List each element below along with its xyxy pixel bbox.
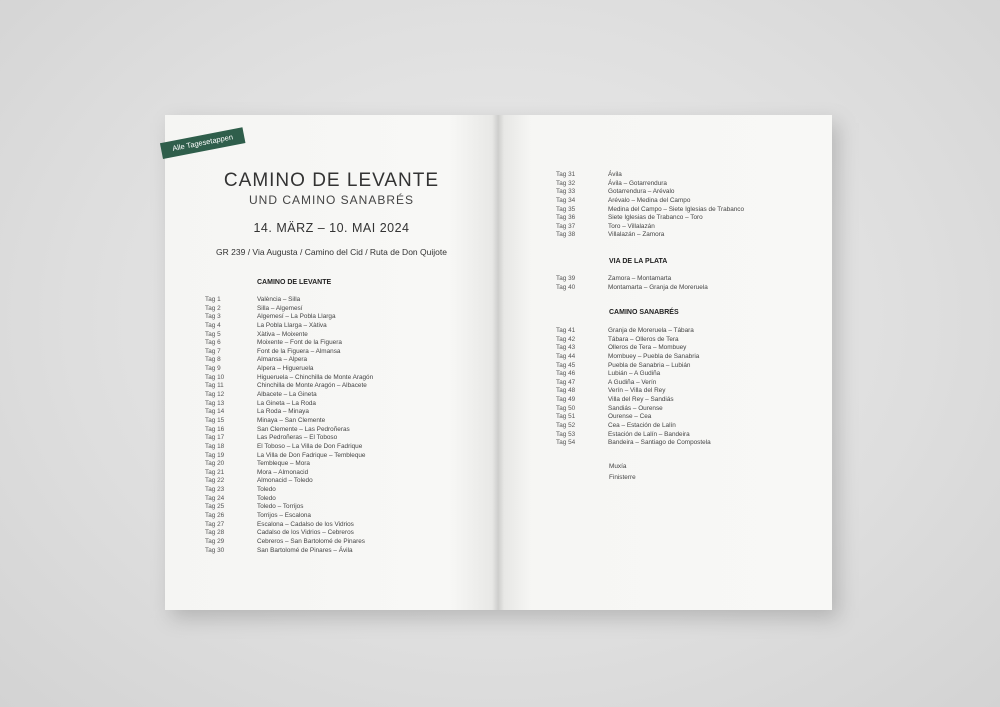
stage-row <box>205 452 373 461</box>
stage-row <box>556 231 744 240</box>
stage-route: Toledo <box>257 494 276 502</box>
stage-route: Cadalso de los Vidrios – Cebreros <box>257 529 354 537</box>
stage-route: Bandeira – Santiago de Compostela <box>608 439 711 447</box>
stage-row <box>205 443 373 452</box>
stage-route: Siete Iglesias de Trabanco – Toro <box>608 214 703 222</box>
stage-day: Tag 16 <box>205 425 225 433</box>
stage-route: Ávila – Gotarrendura <box>608 179 667 187</box>
section-heading-plata: VIA DE LA PLATA <box>609 258 668 265</box>
stage-day: Tag 34 <box>556 196 576 204</box>
stage-day: Tag 25 <box>205 503 225 511</box>
stage-route: Almonacid – Toledo <box>257 477 313 485</box>
stage-row <box>205 521 373 530</box>
stage-route: Las Pedroñeras – El Toboso <box>257 434 338 442</box>
stage-day: Tag 41 <box>556 327 576 334</box>
stage-day: Tag 43 <box>556 344 576 352</box>
stage-route: Albacete – La Gineta <box>257 391 317 399</box>
stage-row <box>556 431 711 440</box>
stage-day: Tag 18 <box>205 442 225 450</box>
stage-day: Tag 51 <box>556 413 576 421</box>
stage-route: Mora – Almonacid <box>257 468 309 476</box>
stage-route: A Gudiña – Verín <box>608 378 657 386</box>
stage-day: Tag 53 <box>556 430 576 438</box>
stage-row <box>556 197 744 206</box>
stage-row <box>205 408 373 417</box>
stage-day: Tag 2 <box>205 304 221 312</box>
stage-day: Tag 11 <box>205 382 224 390</box>
stage-route: Sandiás – Ourense <box>608 404 663 412</box>
stage-row <box>556 353 711 362</box>
stage-row <box>205 477 373 486</box>
stage-route: Lubián – A Gudiña <box>608 370 661 378</box>
stage-route: Toledo – Torrijos <box>257 503 304 511</box>
stage-route: Estación de Lalín – Bandeira <box>608 430 690 438</box>
stage-route: Almansa – Alpera <box>257 356 308 364</box>
stage-day: Tag 45 <box>556 361 576 369</box>
stage-route: Escalona – Cadalso de los Vidrios <box>257 520 354 528</box>
stage-route: Tembleque – Mora <box>257 460 310 468</box>
stage-row <box>556 396 711 405</box>
stage-route: Montamarta – Granja de Moreruela <box>608 283 708 291</box>
stage-row <box>205 356 373 365</box>
stage-day: Tag 38 <box>556 231 576 239</box>
stage-day: Tag 42 <box>556 335 576 343</box>
stage-route: Tábara – Olleros de Tera <box>608 335 679 343</box>
stage-row <box>205 400 373 409</box>
section-heading-sanabres: CAMINO SANABRÉS <box>609 309 679 316</box>
stage-route: Mombuey – Puebla de Sanabria <box>608 352 700 360</box>
stage-route: Silla – Algemesí <box>257 304 303 312</box>
stage-row <box>205 417 373 426</box>
stage-row <box>556 413 711 422</box>
stage-row <box>556 171 744 180</box>
stage-row <box>205 460 373 469</box>
stage-route: Toledo <box>257 486 276 494</box>
stage-route: Font de la Figuera – Almansa <box>257 347 341 355</box>
stage-route: La Roda – Minaya <box>257 408 309 416</box>
stage-row <box>205 547 373 556</box>
stage-row <box>556 327 711 336</box>
stage-row <box>205 434 373 443</box>
stage-day: Tag 6 <box>205 339 221 347</box>
stage-route: Medina del Campo – Siete Iglesias de Trabanco <box>608 205 745 213</box>
stage-row <box>556 362 711 371</box>
stage-day: Tag 29 <box>205 537 225 545</box>
stage-route: La Pobla Llarga – Xàtiva <box>257 321 327 329</box>
stage-row <box>556 336 711 345</box>
stage-day: Tag 9 <box>205 365 221 373</box>
stage-row <box>205 538 373 547</box>
stage-day: Tag 48 <box>556 387 576 395</box>
stage-day: Tag 24 <box>205 494 225 502</box>
stage-row <box>205 322 373 331</box>
stage-day: Tag 32 <box>556 179 576 187</box>
stage-route: Cebreros – San Bartolomé de Pinares <box>257 537 365 545</box>
right-page <box>498 115 832 610</box>
stage-row <box>205 339 373 348</box>
stage-row <box>556 284 708 293</box>
date-range: 14. MÄRZ – 10. MAI 2024 <box>253 221 410 235</box>
stage-route: Verín – Villa del Rey <box>608 387 666 395</box>
stage-route: Villalazán – Zamora <box>608 231 665 239</box>
stage-row <box>205 348 373 357</box>
stage-row <box>205 305 373 314</box>
stage-day: Tag 4 <box>205 321 221 329</box>
stage-row <box>205 512 373 521</box>
stage-list-plata <box>556 275 708 292</box>
extra-destinations <box>609 461 636 483</box>
stage-day: Tag 44 <box>556 352 576 360</box>
stage-row <box>205 426 373 435</box>
stage-row <box>556 405 711 414</box>
stage-day: Tag 3 <box>205 313 221 321</box>
stage-day: Tag 8 <box>205 356 221 364</box>
stage-route: Minaya – San Clemente <box>257 416 326 424</box>
stage-day: Tag 52 <box>556 422 576 430</box>
stage-row <box>205 391 373 400</box>
stage-day: Tag 28 <box>205 529 225 537</box>
stage-row <box>556 370 711 379</box>
stage-day: Tag 46 <box>556 370 576 378</box>
stage-route: La Villa de Don Fadrique – Tembleque <box>257 451 366 459</box>
stage-row <box>556 206 744 215</box>
stage-route: La Gineta – La Roda <box>257 399 316 407</box>
stage-route: Higueruela – Chinchilla de Monte Aragón <box>257 373 374 381</box>
stage-day: Tag 15 <box>205 416 225 424</box>
stage-day: Tag 27 <box>205 520 225 528</box>
stage-day: Tag 36 <box>556 214 576 222</box>
stage-day: Tag 7 <box>205 347 221 355</box>
stage-day: Tag 40 <box>556 283 576 291</box>
stage-day: Tag 30 <box>205 546 225 554</box>
stage-route: Ávila <box>608 171 622 178</box>
stage-day: Tag 12 <box>205 391 225 399</box>
stage-day: Tag 49 <box>556 396 576 404</box>
stage-row <box>556 180 744 189</box>
stage-day: Tag 22 <box>205 477 225 485</box>
stage-route: Moixente – Font de la Figuera <box>257 339 342 347</box>
page-gutter <box>492 115 504 610</box>
stage-row <box>205 529 373 538</box>
stage-route: Puebla de Sanabria – Lubián <box>608 361 691 369</box>
stage-route: Toro – Villalazán <box>608 222 655 230</box>
stage-day: Tag 33 <box>556 188 576 196</box>
stage-day: Tag 47 <box>556 378 576 386</box>
stage-row <box>205 382 373 391</box>
stage-day: Tag 19 <box>205 451 225 459</box>
stage-day: Tag 39 <box>556 275 576 282</box>
extra-destination: Muxía <box>609 463 627 470</box>
stage-route: Torrijos – Escalona <box>257 512 311 520</box>
stage-route: San Clemente – Las Pedroñeras <box>257 425 350 433</box>
banner-label: Alle Tagesetappen <box>160 127 246 159</box>
stage-route: Xàtiva – Moixente <box>257 330 308 338</box>
stage-row <box>556 275 708 284</box>
stage-day: Tag 13 <box>205 399 225 407</box>
stage-route: Alpera – Higueruela <box>257 365 314 373</box>
stage-row <box>556 344 711 353</box>
stage-route: Ourense – Cea <box>608 413 652 421</box>
stage-row <box>556 422 711 431</box>
stage-day: Tag 37 <box>556 222 576 230</box>
stage-route: San Bartolomé de Pinares – Ávila <box>257 546 353 554</box>
stage-route: Gotarrendura – Arévalo <box>608 188 675 196</box>
stage-day: Tag 10 <box>205 373 225 381</box>
stage-route: Zamora – Montamarta <box>608 275 672 282</box>
stage-day: Tag 21 <box>205 468 225 476</box>
stage-list-sanabres <box>556 327 711 448</box>
stage-route: El Toboso – La Villa de Don Fadrique <box>257 442 363 450</box>
page-title: CAMINO DE LEVANTE <box>223 170 440 191</box>
stage-row <box>205 495 373 504</box>
stage-route: Granja de Moreruela – Tábara <box>608 327 694 334</box>
stage-route: Villa del Rey – Sandiás <box>608 396 674 404</box>
stage-route: Algemesí – La Pobla Llarga <box>257 313 336 321</box>
stage-row <box>556 439 711 448</box>
stage-row <box>556 188 744 197</box>
stage-route: Olleros de Tera – Mombuey <box>608 344 687 352</box>
stage-day: Tag 54 <box>556 439 576 447</box>
stage-row <box>205 469 373 478</box>
stage-row <box>556 387 711 396</box>
stage-list-levante <box>205 296 373 555</box>
page-subtitle: UND CAMINO SANABRÉS <box>248 193 415 207</box>
stage-route: Arévalo – Medina del Campo <box>608 196 691 204</box>
section-heading-levante: CAMINO DE LEVANTE <box>257 279 332 286</box>
stage-day: Tag 31 <box>556 171 576 178</box>
extra-destination: Finisterre <box>609 474 636 481</box>
stage-row <box>556 214 744 223</box>
stage-day: Tag 14 <box>205 408 225 416</box>
stage-day: Tag 5 <box>205 330 221 338</box>
stage-day: Tag 35 <box>556 205 576 213</box>
stage-route: Cea – Estación de Lalín <box>608 422 676 430</box>
stage-day: Tag 17 <box>205 434 225 442</box>
stage-day: Tag 26 <box>205 512 225 520</box>
stage-row <box>205 296 373 305</box>
left-page <box>165 115 498 610</box>
stage-day: Tag 50 <box>556 404 576 412</box>
stage-row <box>205 331 373 340</box>
stage-row <box>205 374 373 383</box>
stage-day: Tag 23 <box>205 486 225 494</box>
route-names: GR 239 / Via Augusta / Camino del Cid / Ruta de Don Quijote <box>216 247 447 257</box>
stage-row <box>205 365 373 374</box>
stage-list-continued <box>556 171 744 240</box>
stage-row <box>205 313 373 322</box>
stage-row <box>556 379 711 388</box>
stage-row <box>205 503 373 512</box>
stage-day: Tag 20 <box>205 460 225 468</box>
stage-route: València – Silla <box>257 296 301 303</box>
stage-row <box>556 223 744 232</box>
stage-row <box>205 486 373 495</box>
stage-day: Tag 1 <box>205 296 221 303</box>
stage-route: Chinchilla de Monte Aragón – Albacete <box>257 382 367 390</box>
open-booklet <box>165 115 832 610</box>
